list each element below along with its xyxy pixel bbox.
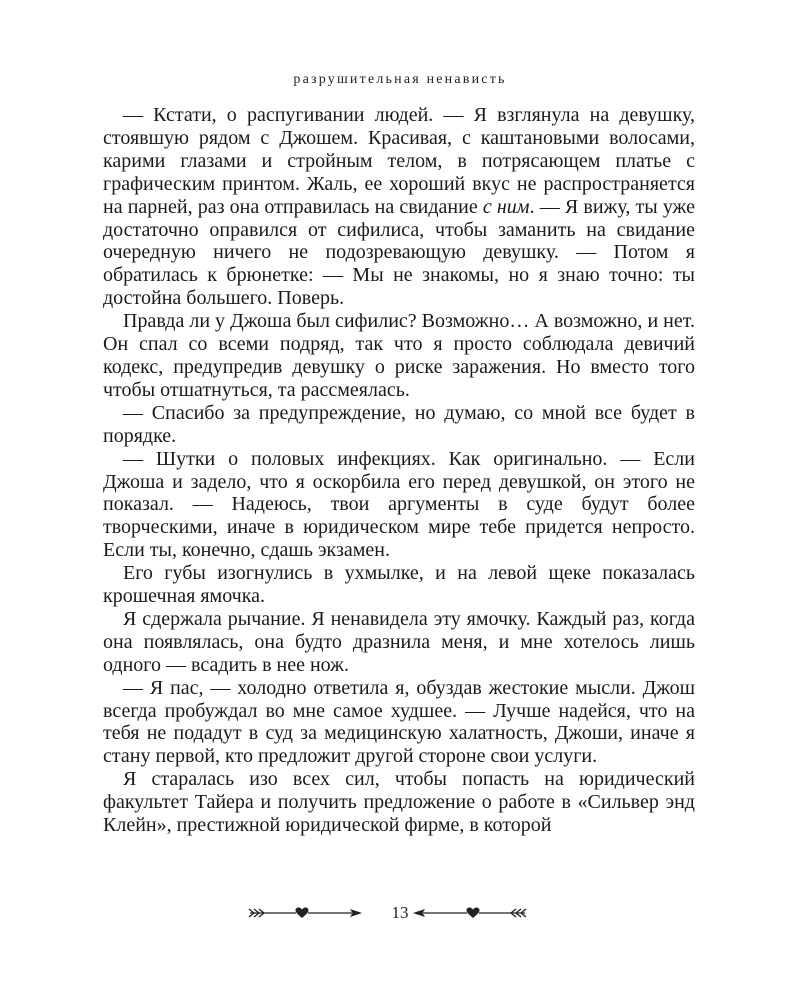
body-text (103, 104, 695, 837)
emphasis: с ним (482, 195, 530, 218)
paragraph: Я старалась изо всех сил, чтобы попасть на юридический факультет Тайера и получить предложение о работе в «Сильвер энд Клейн», престижной юридической фирме, в которой (103, 768, 695, 837)
paragraph: Его губы изогнулись в ухмылке, и на левой щеке показалась крошечная ямочка. (103, 562, 695, 608)
paragraph: Правда ли у Джоша был сифилис? Возможно… А возможно, и нет. Он спал со всеми подряд, так что я просто соблюдала девичий кодекс, предупредив девушку о риске заражения. Но вместо того чтобы отшатнуться, та рассмеялась. (103, 310, 695, 401)
running-title: разрушительная ненависть (293, 72, 507, 87)
paragraph: — Шутки о половых инфекциях. Как оригинально. — Если Джоша и задело, что я оскорбила его перед девушкой, он этого не показал. — Надеюсь, твои аргументы в суде будут более творческими, иначе в юридическом мире тебе придется непросто. Если ты, конечно, сдашь экзамен. (103, 447, 695, 562)
paragraph: — Спасибо за предупреждение, но думаю, со мной все будет в порядке. (103, 401, 695, 447)
paragraph: Я сдержала рычание. Я ненавидела эту ямочку. Каждый раз, когда она появлялась, она будто дразнила меня, и мне хотелось лишь одного — всадить в нее нож. (103, 607, 695, 676)
page-number: 13 (391, 903, 409, 922)
paragraph: — Я пас, — холодно ответила я, обуздав жестокие мысли. Джош всегда пробуждал во мне самое худшее. — Лучше надейся, что на тебя не подадут в суд за медицинскую халатность, Джоши, иначе я стану первой, кто предложит другой стороне свои услуги. (103, 676, 695, 768)
paragraph: — Кстати, о распугивании людей. — Я взглянула на девушку, стоявшую рядом с Джошем. Красивая, с каштановыми волосами, карими глазами и стройным телом, в потрясающем платье с графическим принтом. Жаль, ее хороший вкус не распространяется на парней, раз она отправилась на свидание с ним. — Я вижу, ты уже достаточно оправился от сифилиса, чтобы заманить на свидание очередную ничего не подозревающую девушку. — Потом я обратилась к брюнетке: — Мы не знакомы, но я знаю точно: ты достойна большего. Поверь. (103, 104, 695, 310)
arrow-heart-ornament-icon (412, 906, 527, 920)
page-footer (0, 896, 800, 936)
